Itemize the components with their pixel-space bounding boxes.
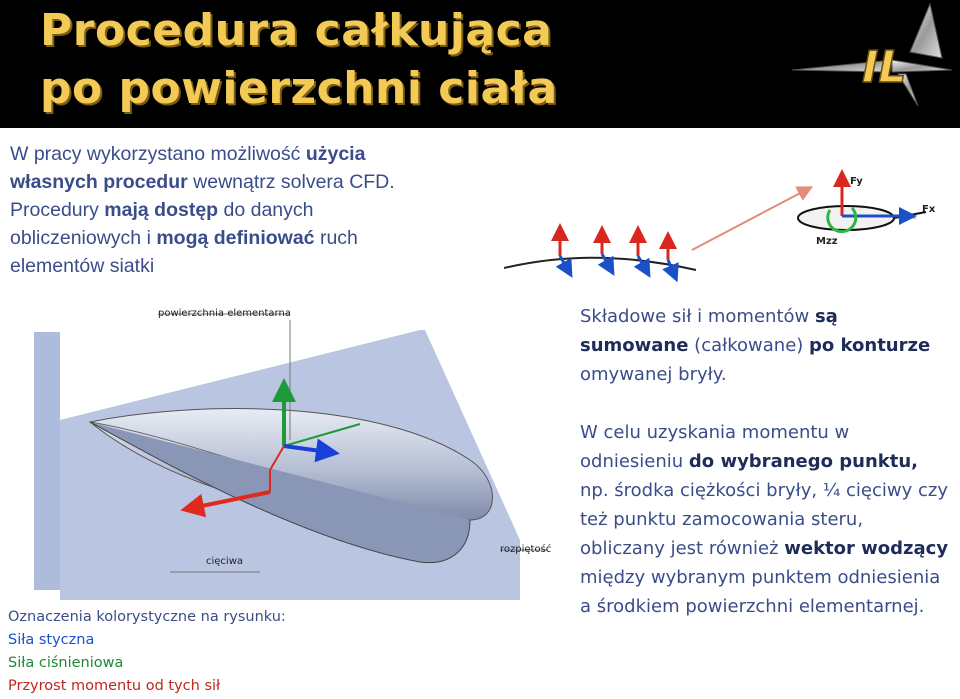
- force-arrows-left: [560, 232, 674, 274]
- rt1-c: (całkowane): [688, 335, 810, 356]
- il-logo: [792, 0, 952, 110]
- page-title: [40, 2, 558, 118]
- legend-tangent-force: Siła styczna: [8, 632, 95, 648]
- legend-title: Oznaczenia kolorystyczne na rysunku:: [8, 609, 286, 625]
- rt1-e: omywanej bryły.: [580, 364, 727, 385]
- airfoil-profile: [798, 206, 894, 230]
- title-line-1: Procedura całkująca: [40, 5, 553, 56]
- intro-text: [10, 140, 450, 280]
- rt2-e: między wybranym punktem odniesienia a środkiem powierzchni elementarnej.: [580, 567, 941, 617]
- label-mzz: Mzz: [816, 236, 838, 247]
- rt2-d: wektor wodzący: [784, 538, 949, 559]
- section-plane-left: [34, 332, 60, 590]
- label-span: rozpiętość: [500, 544, 552, 555]
- title-banner: [0, 0, 960, 128]
- legend-moment: Przyrost momentu od tych sił: [8, 678, 221, 694]
- legend-pressure-force: Siła ciśnieniowa: [8, 655, 124, 671]
- title-line-2: po powierzchni ciała: [40, 63, 558, 114]
- intro-p2: wewnątrz solvera CFD. Procedury: [10, 171, 395, 221]
- intro-p2-bold: mają dostęp: [104, 199, 219, 221]
- intro-p4: ruch elementów siatki: [10, 227, 358, 277]
- wing-3d-figure: [0, 300, 570, 600]
- intro-p3: do danych obliczeniowych i: [10, 199, 314, 249]
- rt2-c: np. środka ciężkości bryły, ¼ cięciwy czy też punktu zamocowania steru, obliczany jest również: [580, 480, 948, 559]
- airfoil-force-figure: [496, 160, 960, 300]
- label-chord: cięciwa: [206, 556, 244, 567]
- rt2-a: W celu uzyskania momentu w odniesieniu: [580, 422, 850, 472]
- rt1-b: są sumowane: [580, 306, 838, 356]
- rt2-b: do wybranego punktu,: [688, 451, 918, 472]
- label-surface: powierzchnia elementarna: [158, 308, 291, 319]
- label-fx: Fx: [922, 204, 936, 215]
- rt1-a: Składowe sił i momentów: [580, 306, 815, 327]
- intro-p3-bold: mogą definiować: [156, 227, 315, 249]
- moment-text: [580, 418, 952, 621]
- intro-p1: W pracy wykorzystano możliwość: [10, 143, 306, 165]
- label-fy: Fy: [850, 176, 863, 187]
- color-legend: [8, 606, 286, 698]
- summation-text: [580, 302, 950, 389]
- summation-arrow: [692, 190, 806, 250]
- intro-p1-bold: użycia własnych procedur: [10, 143, 366, 193]
- logo-text: IL: [862, 42, 907, 93]
- rt1-d: po konturze: [809, 335, 931, 356]
